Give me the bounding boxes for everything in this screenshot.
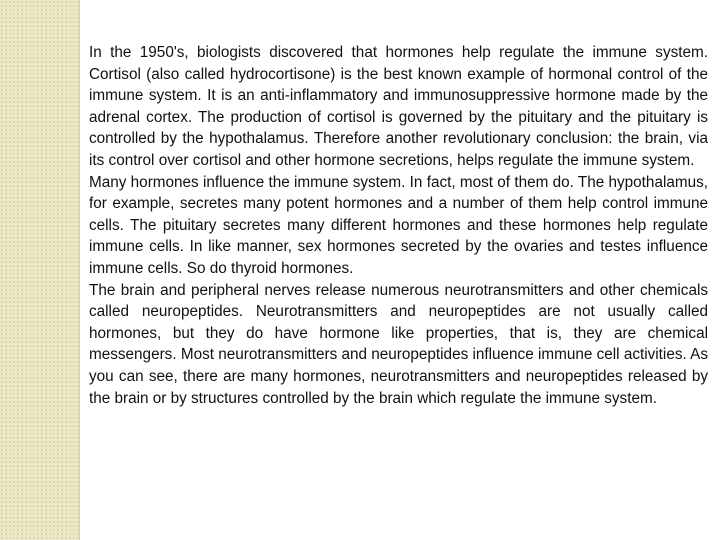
slide-body-text <box>89 42 708 409</box>
paragraph-hormones: Many hormones influence the immune system. In fact, most of them do. The hypothalamus, for example, secretes many potent hormones and a number of them help control immune cells. The pituitary secretes many different hormones and these hormones help regulate immune cells. In like manner, sex hormones secreted by the ovaries and testes influence immune cells. So do thyroid hormones. <box>89 173 708 277</box>
decorative-side-strip <box>0 0 80 540</box>
paragraph-cortisol: In the 1950's, biologists discovered that hormones help regulate the immune system. Cortisol (also called hydrocortisone) is the best known example of hormonal control of the immune system. It is an anti-inflammatory and immunosuppressive hormone made by the adrenal cortex. The production of cortisol is governed by the pituitary and the pituitary is controlled by the hypothalamus. Therefore another revolutionary conclusion: the brain, via its control over cortisol and other hormone secretions, helps regulate the immune system. <box>89 44 708 169</box>
paragraph-neurotransmitters: The brain and peripheral nerves release numerous neurotransmitters and other chemicals called neuropeptides. Neurotransmitters and neuropeptides are not usually called hormones, but they do have hormone like properties, that is, they are chemical messengers. Most neurotransmitters and neuropeptides influence immune cell activities. As you can see, there are many hormones, neurotransmitters and neuropeptides released by the brain or by structures controlled by the brain which regulate the immune system. <box>89 281 708 407</box>
